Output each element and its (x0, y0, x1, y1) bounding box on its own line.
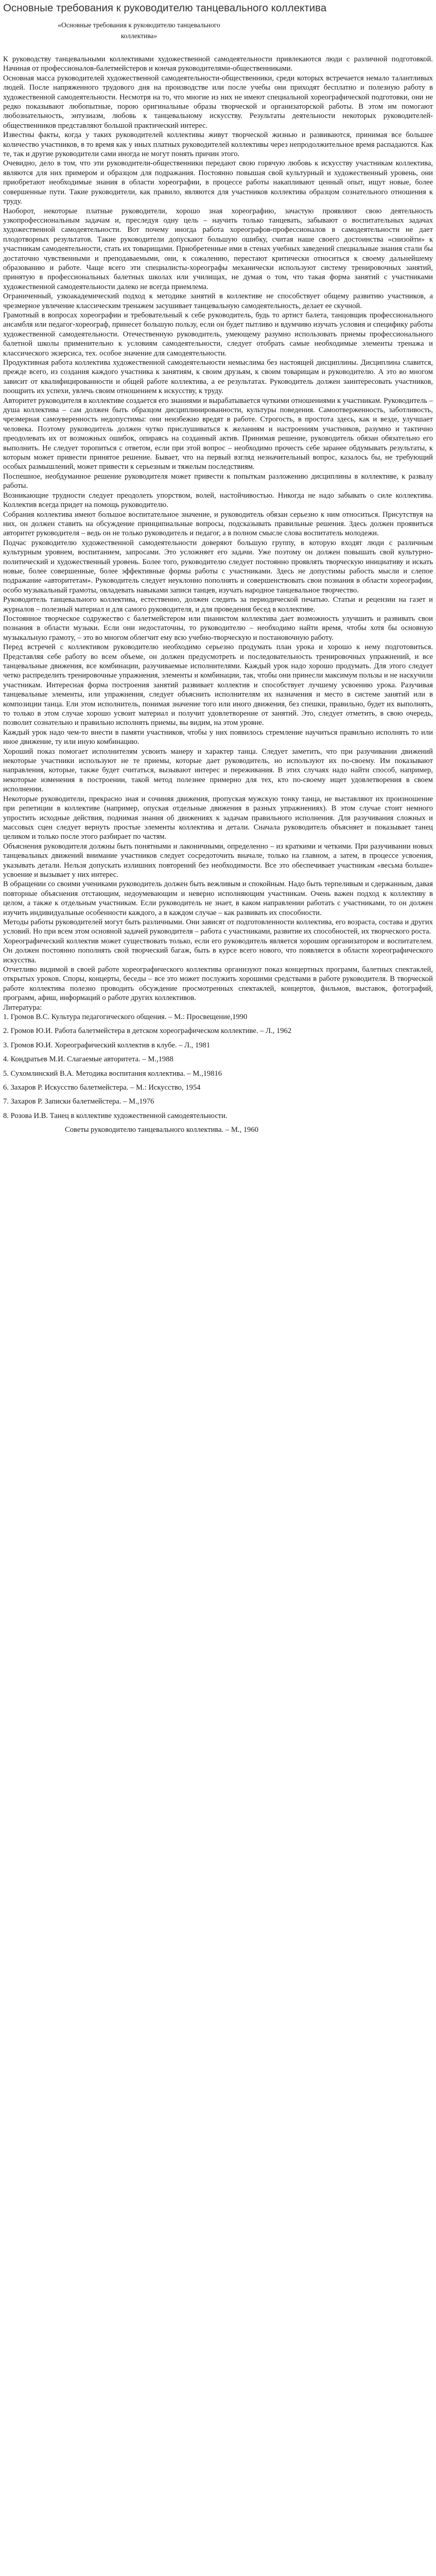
paragraph: Методы работы руководителей могут быть различными. Они зависят от подготовленности коллектива, его возраста, состава и других условий. Но при всем этом основной задачей руководителя – работа с участниками, развитие их способностей, их творческого роста. (3, 918, 433, 936)
references-heading: Литература: (3, 1003, 42, 1012)
paragraph: Подчас руководителю художественной самодеятельности доверяют большую группу, в которую входят люди с различным культурным уровнем, воспитанием, запросами. Это усложняет его задачи. Уже поэтому он должен повышать свой культурно-политический и художественный уровень. Более того, руководителю следует постоянно проявлять творческую инициативу и искать новые, более совершенные, более эффективные формы работы с участниками. Здесь не допустимы рабость мысли и слепое подражание «авторитетам». Руководитель следует неуклонно пополнять и совершенствовать свои познания в области хореографии, особо музыкальный грамоты, овладевать навыками записи танцев, изучать народное танцевальное творчество. (3, 538, 433, 595)
paragraph: Основная масса руководителей художественной самодеятельности-общественники, среди которых встречается немало талантливых людей. После напряженного трудового дня на производстве или после учебы они приходят бесплатно и полезную работу в художественной самодеятельности. Несмотря на то, что многие из них не имеют специальной хореографической подготовки, они не редко показывают любопытные, порою оригинальные образы творческой и организаторской работы. В этом им помогают любознательность, энтузиазм, любовь к танцевальному искусству. Результаты деятельности некоторых руководителей-общественников представляют большой практический интерес. (3, 74, 433, 130)
reference-continuation: Советы руководителю танцевального коллектива. – М., 1960 (65, 1126, 258, 1134)
paragraph: Наоборот, некоторые платные руководители, хорошо зная хореографию, зачастую проявляют свою деятельность узкопрофессиональным задачам и, преследуя одну цель – научить только танцевать, забывают о воспитательных задачах художественной самодеятельности. Вот почему иногда работа хореографов-профессионалов в самодеятельности не дает плодотворных результатов. Такие руководители допускают большую ошибку, считая наше своего достоинства «снизойти» к участникам самодеятельности, стать их товарищами. Приобретенные ими в стенах учебных заведений специальные знания стали бы достаточно чувственными и преподаваемыми, они, к сожалению, перестают критически относиться к своему дальнейшему образованию и работе. Чаще всего эти специалисты-хореографы механически используют систему тренировочных занятий, принятую в профессиональных балетных школах или училищах, не думая о том, что такая форма занятий с участниками художественной самодеятельности далеко не всегда приемлема. (3, 207, 433, 291)
paragraph: Очевидно, дело в том, что эти руководители-общественники передают свою горячую любовь к искусству участникам коллектива, являются для них примером и образцом для подражания. Постоянно повышая свой культурный и художественный уровень, они приобретают необходимые знания в области хореографии, в процессе работы накапливают ценный опыт, ищут новые, более совершенные пути. Такие руководители, как правило, являются для участников коллектива образцом сознательного отношения к труду. (3, 159, 433, 206)
reference-item: 2. Громов Ю.И. Работа балетмейстера в детском хореографическом коллективе. – Л., 1962 (3, 1027, 292, 1036)
paragraph: Хороший показ помогает исполнителям усвоить манеру и характер танца. Следует заметить, что при разучивании движений некоторые участники используют не те приемы, которые дает руководитель, но используют их по-своему. Им показывают направления, которые, также будет считаться, вызывают интерес и переживания. В этих случаях надо найти способ, например, некоторые изменения в построении, такой метод полезнее примерно для тех, кто по-своему ищет удовлетворения в своем исполнении. (3, 747, 433, 794)
paragraph: Руководитель танцевального коллектива, естественно, должен следить за периодической печатью. Статьи и рецензии на газет и журналов – полезный материал и для самого руководителя, и для проведения бесед в коллективе. (3, 596, 433, 614)
paragraph: Хореографический коллектив может существовать только, если его руководитель является хорошим организатором и воспитателем. Он должен постоянно пополнять свой творческий багаж, быть в курсе всего нового, что появляется в области хореографического искусства. (3, 937, 433, 964)
paragraph: К руководству танцевальными коллективами художественной самодеятельности привлекаются люди с различной подготовкой. Начиная от профессионалов-балетмейстеров и кончая руководителями-общественниками. (3, 55, 433, 73)
reference-item: 3. Громов Ю.И. Хореографический коллектив в клубе. – Л., 1981 (3, 1041, 211, 1049)
reference-item: 4. Кондратьев М.И. Слагаемые авторитета. – М.,1988 (3, 1055, 173, 1064)
paragraph: Продуктивная работа коллектива художественной самодеятельности немыслима без настоящей дисциплины. Дисциплина славится, прежде всего, из создания каждого участника к занятиям, к своим друзьям, к своим товарищам и руководителю. А это во многом зависит от квалифицированности и общей работе коллектива, а ее результатах. Руководитель должен заинтересовать участников, поощрить их успехи, увлечь своим отношением к искусству, к труду. (3, 359, 433, 396)
references-list (3, 1012, 433, 1121)
paragraph: Авторитет руководителя в коллективе создается его знаниями и вырабатывается чуткими отношениями к участникам. Руководитель – душа коллектива – сам должен быть образцом дисциплинированности, культуры поведения. Самоотверженность, заботливость, чрезмерная самоуверенность недопустимы: они неизбежно вредят в работе. Строгость, в простота здесь, как и везде, улучшает человека. Поэтому руководитель должен чутко прислушиваться к желаниям и настроениям участников, разумно и тактично преодолевать их от возможных ошибок, опираясь на созданный актив. Принимая решение, руководитель обязан обязательно его выполнить. Не следует торопиться с ответом, если при этой вопрос – необходимо прочесть себе заранее обдумывать результаты, к которым может привести принятое решение. Бывает, что на первый взгляд незначительный вопрос, казалось бы, не требующий особых размышлений, может привести к серьезным и тяжелым последствиям. (3, 396, 433, 471)
paragraph: Собрания коллектива имеют большое воспитательное значение, и руководитель обязан серьезно к ним относиться. Присутствуя на них, он должен ставить на обсуждение принципиальные вопросы, подсказывать правильные решения. Здесь должен проявиться авторитет руководителя – ведь он не только руководитель и педагог, а в полном смысле слова воспитатель молодежи. (3, 510, 433, 538)
reference-item: 8. Розова И.В. Танец в коллективе художественной самодеятельности. (3, 1111, 228, 1120)
reference-item: 6. Захаров Р. Искусство балетмейстера. – М.: Искусство, 1954 (3, 1083, 201, 1092)
paragraph: Некоторые руководители, прекрасно зная и сочиняя движения, пропуская мужскую тонку танца, не выставляют их произношение при репетиции в коллективе (например, опуская отдельные движения в разных упражнениях). В этом случае стоит немного упростить исходные действия, поднимая знания об движениях к задачам правильного исполнения. Для разучивания сложных и массовых сцен следует вернуть простые элементы коллектива и детали. Сначала руководитель объясняет и показывает танец целиком и только после этого разбирает по частям. (3, 794, 433, 841)
reference-item: 1. Громов В.С. Культура педагогического общения. – М.: Просвещение,1990 (3, 1013, 248, 1022)
paragraph: Каждый урок надо чем-то внести в памяти участников, чтобы у них появилось стремление научиться правильно исполнять то или иное движение, ту или иную комбинацию. (3, 728, 433, 747)
paragraph: Перед встречей с коллективом руководителю необходимо серьезно продумать план урока и хорошо к нему подготовиться. Представляя себе работу во всем объеме, он должен предусмотреть и последовательность тренировочных упражнений, и все танцевальные движения, все комбинации, разучиваемые исполнителями. Каждый урок надо хорошо продумать. Для этого следует четко распределить тренировочные упражнения, элементы и комбинации, так, чтобы они принесли максимум пользы и не наскучили участникам. Интересная форма построения занятий развивает коллектив и способствует лучшему усвоению урока. Разучивая танцевальные элементы, или упражнения, следует объяснить исполнителям их назначения и место в системе занятий или в композиции танца. Ели этом исполнитель, понимая значение того или иного движения, без спешки, правильно, будет их выполнять, то только в этом случае хорошо усвоит материал и получит удовлетворение от занятий. Это, следует отметить, в свою очередь, позволит сознательно и правильно исполнять приемы, вы видим, на этом уровне. (3, 643, 433, 727)
paragraph: Отчетливо видимой в своей работе хореографического коллектива организуют показ концертных программ, балетных спектаклей, открытых уроков. Споры, концерты, беседы – все это может послужить хорошими средствами в работе руководителя. В творческой работе коллектива полезно проводить обсуждение просмотренных спектаклей, концертов, фильмов, выставок, фотографий, программ, афиш, информаций о работе других коллективов. (3, 965, 433, 1003)
paragraph: Ограниченный, узкоакадемический подход к методике занятий в коллективе не способствует общему развитию участников, а чрезмерное увлечение классическим тренажем засушивает танцевальную самодеятельность, делает ее скучной. (3, 292, 433, 310)
article-subtitle: «Основные требования к руководителю танцевального коллектива» (58, 21, 220, 40)
article-body (3, 55, 433, 1003)
paragraph: Объяснения руководителя должны быть понятными и лаконичными, определенно – из краткими и четкими. При разучивании новых танцевальных движений внимание участников следует сосредоточить вначале, только на главном, а затем, в процессе усвоения, указывать детали. Нельзя допускать излишних повторений без необходимости. Все это обеспечивает участникам «весьма больше» усвоение и вызывает у них интерес. (3, 842, 433, 879)
article-title: Основные требования к руководителю танцевального коллектива (3, 2, 327, 14)
reference-item: 7. Захаров Р. Записки балетмейстера. – М.,1976 (3, 1097, 154, 1106)
references-section (3, 1003, 433, 1135)
paragraph: В обращении со своими учениками руководитель должен быть вежливым и спокойным. Надо быть терпеливым и сдержанным, давая повторные объяснения отстающим, недоумевающим и неверно исполняющим участникам. Очень важен подход к коллективу в целом, а также к отдельным участникам. Если руководитель не знает, в каком направлении работать с участниками, то он должен изучить индивидуальные особенности каждого, а в каждом случае – как развивать их способности. (3, 880, 433, 917)
paragraph: Постоянное творческое содружество с балетмейстером или пианистом коллектива дает возможность улучшить и развивать свои познания в области музыки. Если они недостаточны, то руководителю – необходимо найти время, чтобы хотя бы основную музыкальную грамоту, – это во многом облегчит ему всю учебно-творческую и постановочную работу. (3, 614, 433, 642)
paragraph: Поспешное, необдуманное решение руководителя может привести к попыткам разложению дисциплины в коллективе, к развалу работы. (3, 472, 433, 490)
paragraph: Известны факты, когда у таких руководителей коллективы живут творческой жизнью и развиваются, принимая все большее количество участников, в то время как у иных платных руководителей коллективы через непродолжительное время распадаются. Как те, так и другие руководители сами иногда не могут понять причин этого. (3, 131, 433, 159)
paragraph: Возникающие трудности следует преодолеть упорством, волей, настойчивостью. Никогда не надо забывать о силе коллектива. Коллектив всегда придет на помощь руководителю. (3, 491, 433, 510)
reference-item: 5. Сухомлинский В.А. Методика воспитания коллектива. – М.,19816 (3, 1069, 222, 1078)
paragraph: Грамотный в вопросах хореографии и требовательный к себе руководитель, будь то артист балета, танцовщик профессионального ансамбля или педагог-хореограф, принесет большую пользу, если он будет пытливо и вдумчиво изучать условия и специфику работы художественной самодеятельности. Отечественную руководитель, умеющему разумно использовать приемы профессионального балетной школы применительно к условиям самодеятельности, следует отобрать самые необходимые элементы тренажа и классического экзерсиса, тех. особое значение для самодеятельности. (3, 311, 433, 358)
